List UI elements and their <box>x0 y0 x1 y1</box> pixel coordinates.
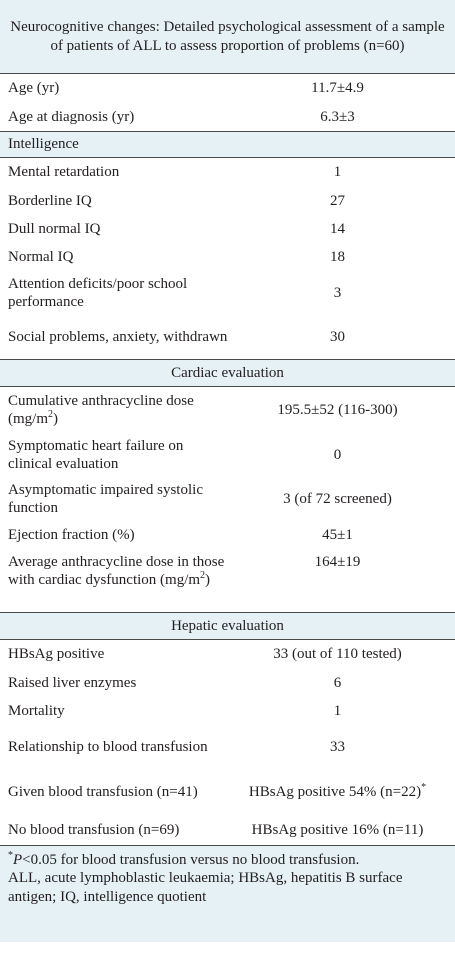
table-row <box>0 387 455 433</box>
row-value: 18 <box>330 248 345 265</box>
row-value: 1 <box>333 702 342 719</box>
section-title: Cardiac evaluation <box>171 364 284 381</box>
row-value: 27 <box>330 192 345 209</box>
section-header-hepatic <box>0 612 455 640</box>
row-label: Raised liver enzymes <box>8 674 137 691</box>
row-value: HBsAg positive 54% (n=22)* <box>248 781 427 800</box>
row-value: 33 <box>330 738 345 755</box>
table-row <box>0 243 455 271</box>
table-row <box>0 477 455 521</box>
table-row <box>0 187 455 215</box>
row-label: Social problems, anxiety, withdrawn <box>8 328 228 345</box>
row-value: 14 <box>330 220 345 237</box>
section-header-cardiac <box>0 359 455 387</box>
table-row <box>0 215 455 243</box>
row-value: 11.7±4.9 <box>311 80 364 97</box>
table-footnote <box>0 845 455 942</box>
row-value: 0 <box>333 446 342 463</box>
table-row <box>0 640 455 669</box>
section-header-intelligence <box>0 131 455 158</box>
table-row <box>0 103 455 131</box>
table-row <box>0 271 455 315</box>
section-title: Intelligence <box>8 136 79 153</box>
table-row <box>0 315 455 359</box>
table-title-text: Neurocognitive changes: Detailed psychological assessment of a sample of patients of ALL to assess proportion of problems (n=60) <box>10 19 445 54</box>
row-value: 3 (of 72 screened) <box>283 490 392 507</box>
row-label: Borderline IQ <box>8 192 92 209</box>
row-label: Normal IQ <box>8 248 74 265</box>
row-label: Average anthracycline dose in those with cardiac dysfunction $(mg/m^2)$ <box>8 554 225 589</box>
row-label: Mortality <box>8 702 65 719</box>
row-label: Ejection fraction (%) <box>8 526 135 543</box>
section-title: Hepatic evaluation <box>171 617 284 634</box>
table-row <box>0 815 455 845</box>
row-label: HBsAg positive <box>8 646 105 663</box>
table-title <box>0 0 455 74</box>
footnote-significance: *P<0.05 for blood transfusion versus no blood transfusion. <box>8 850 360 868</box>
row-label: Age (yr) <box>8 80 60 97</box>
row-label: Attention deficits/poor school performance <box>8 275 188 310</box>
footnote-abbreviations: ALL, acute lymphoblastic leukaemia; HBsAg, hepatitis B surface antigen; IQ, intelligence quotient <box>8 870 403 905</box>
row-value: 33 (out of 110 tested) <box>273 646 402 663</box>
row-value: 195.5±52 (116-300) <box>277 401 398 418</box>
row-label: Given blood transfusion (n=41) <box>8 783 198 800</box>
table-row <box>0 769 455 815</box>
table-row <box>0 725 455 769</box>
row-label: Age at diagnosis (yr) <box>8 108 135 125</box>
row-value: 3 <box>333 284 342 301</box>
row-label: Dull normal IQ <box>8 220 101 237</box>
table-row <box>0 521 455 549</box>
row-value: 6 <box>333 674 342 691</box>
table-row <box>0 158 455 187</box>
row-label: Mental retardation <box>8 164 120 181</box>
row-label: Asymptomatic impaired systolic function <box>8 481 203 516</box>
row-label: No blood transfusion (n=69) <box>8 821 180 838</box>
row-value: 30 <box>330 328 345 345</box>
row-value: 6.3±3 <box>320 108 355 125</box>
table-row <box>0 669 455 697</box>
table-row <box>0 549 455 612</box>
row-label: Cumulative anthracycline dose $(mg/m^2)$ <box>8 392 194 427</box>
row-value: 164±19 <box>314 554 361 570</box>
row-value: 45±1 <box>322 526 353 543</box>
row-value: 1 <box>333 164 342 181</box>
row-label: Symptomatic heart failure on clinical evaluation <box>8 437 184 472</box>
row-label: Relationship to blood transfusion <box>8 738 208 755</box>
table-row <box>0 74 455 103</box>
table-row <box>0 433 455 477</box>
row-value: HBsAg positive 16% (n=11) <box>251 821 424 838</box>
table-row <box>0 697 455 725</box>
